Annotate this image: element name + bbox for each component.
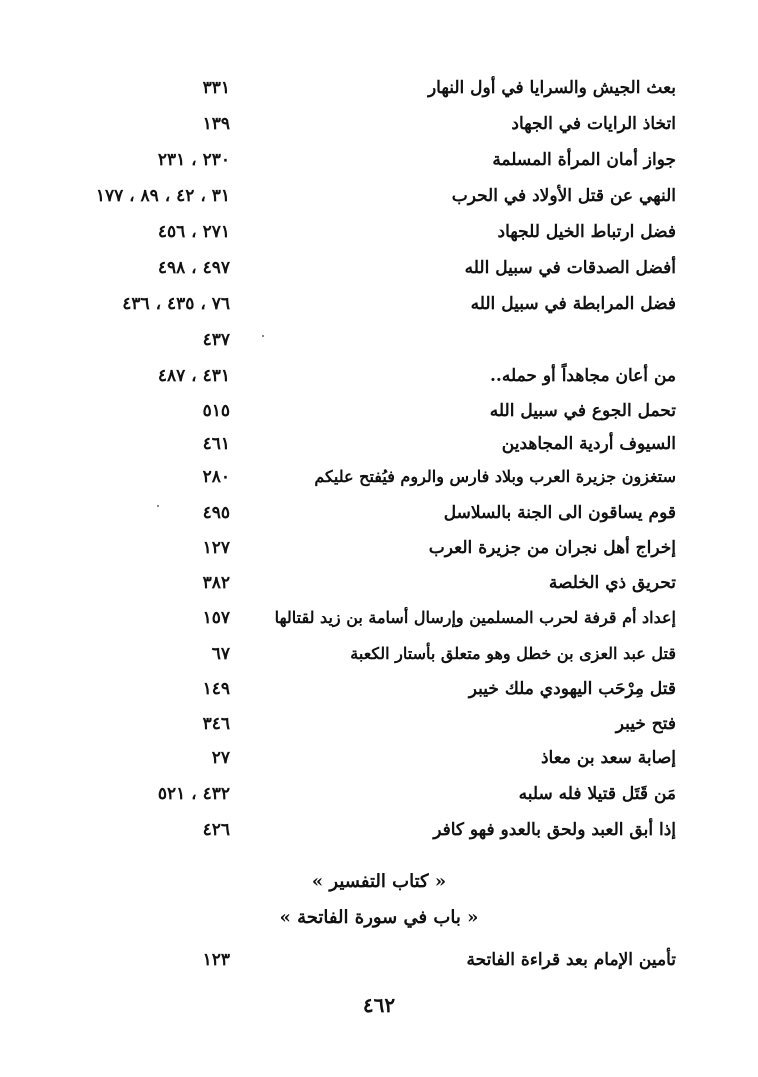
index-entry (0, 178, 758, 214)
entry-topic: ستغزون جزيرة العرب وبلاد فارس والروم فيُفتح عليكم (314, 467, 676, 486)
entry-pages: ٤٦١ (202, 434, 230, 454)
entry-topic: إذا أبق العبد ولحق بالعدو فهو كافر (433, 820, 676, 840)
entry-pages: ٤٩٥ (202, 503, 230, 523)
index-entry (0, 426, 758, 462)
entry-pages: ٥١٥ (202, 401, 230, 421)
index-entry (0, 636, 758, 672)
entry-pages: ٤٢٦ (202, 820, 230, 840)
index-entry (0, 250, 758, 286)
entry-pages: ٤٣٢ ، ٥٢١ (157, 784, 230, 804)
entry-topic: أفضل الصدقات في سبيل الله (464, 258, 676, 278)
speck (262, 335, 264, 337)
entry-pages: ٣١ ، ٤٢ ، ٨٩ ، ١٧٧ (95, 186, 230, 206)
entry-topic: قوم يساقون الى الجنة بالسلاسل (443, 503, 676, 523)
index-entry (0, 459, 758, 495)
entry-topic: اتخاذ الرايات في الجهاد (511, 114, 676, 134)
index-entry (0, 776, 758, 812)
entry-pages: ٦٧ (211, 644, 230, 664)
entry-topic: إصابة سعد بن معاذ (540, 748, 676, 768)
entry-topic: بعث الجيش والسرايا في أول النهار (427, 78, 676, 98)
entry-pages: ١٢٧ (202, 538, 230, 558)
index-entry (0, 671, 758, 707)
entry-pages: ٣٣١ (202, 78, 230, 98)
index-entry (0, 70, 758, 106)
speck (157, 505, 159, 507)
index-entry (0, 322, 758, 358)
index-entry (0, 286, 758, 322)
entry-topic: تحمل الجوع في سبيل الله (489, 401, 676, 421)
index-entry (0, 565, 758, 601)
index-entry (0, 142, 758, 178)
entry-pages: ٢٧ (211, 748, 230, 768)
index-entry (0, 495, 758, 531)
entry-topic: تأمين الإمام بعد قراءة الفاتحة (466, 950, 676, 970)
entry-topic: فضل ارتباط الخيل للجهاد (497, 222, 676, 242)
index-entry (0, 600, 758, 636)
index-entry (0, 942, 758, 978)
entry-pages: ١٤٩ (202, 679, 230, 699)
entry-pages: ٢٧١ ، ٤٥٦ (157, 222, 230, 242)
entry-topic: السيوف أردية المجاهدين (501, 434, 676, 454)
entry-pages: ٤٣٧ (202, 330, 230, 350)
index-entry (0, 106, 758, 142)
entry-topic: من أعان مجاهداً أو حمله.. (490, 366, 676, 386)
entry-topic: النهي عن قتل الأولاد في الحرب (451, 186, 676, 206)
entry-topic: قتل مِرْحَب اليهودي ملك خيبر (468, 679, 676, 699)
entry-pages: ٢٣٠ ، ٢٣١ (157, 150, 230, 170)
book-heading: « كتاب التفسير » (311, 871, 447, 892)
entry-topic: مَن قَتَل قتيلا فله سلبه (518, 784, 676, 804)
index-entry (0, 740, 758, 776)
entry-pages: ٧٦ ، ٤٣٥ ، ٤٣٦ (122, 294, 230, 314)
entry-pages: ٤٩٧ ، ٤٩٨ (157, 258, 230, 278)
entry-topic: فتح خيبر (615, 714, 676, 734)
entry-topic: قتل عبد العزى بن خطل وهو متعلق بأستار الكعبة (350, 644, 676, 663)
page-number: ٤٦٢ (362, 993, 396, 1017)
entry-topic: تحريق ذي الخلصة (548, 573, 676, 593)
entry-topic: إخراج أهل نجران من جزيرة العرب (428, 538, 676, 558)
index-entry (0, 812, 758, 848)
index-entry (0, 358, 758, 394)
entry-pages: ٣٨٢ (202, 573, 230, 593)
index-entry (0, 214, 758, 250)
entry-pages: ١٥٧ (202, 608, 230, 628)
entry-pages: ٤٣١ ، ٤٨٧ (157, 366, 230, 386)
entry-topic: إعداد أم قرفة لحرب المسلمين وإرسال أسامة بن زيد لقتالها (274, 608, 676, 627)
entry-pages: ٢٨٠ (202, 467, 230, 487)
chapter-heading: « باب في سورة الفاتحة » (279, 907, 479, 928)
index-entry (0, 706, 758, 742)
index-entry (0, 393, 758, 429)
entry-pages: ١٢٣ (202, 950, 230, 970)
entry-pages: ١٣٩ (202, 114, 230, 134)
entry-topic: جواز أمان المرأة المسلمة (492, 150, 676, 170)
entry-topic: فضل المرابطة في سبيل الله (470, 294, 676, 314)
index-entry (0, 530, 758, 566)
entry-pages: ٣٤٦ (202, 714, 230, 734)
